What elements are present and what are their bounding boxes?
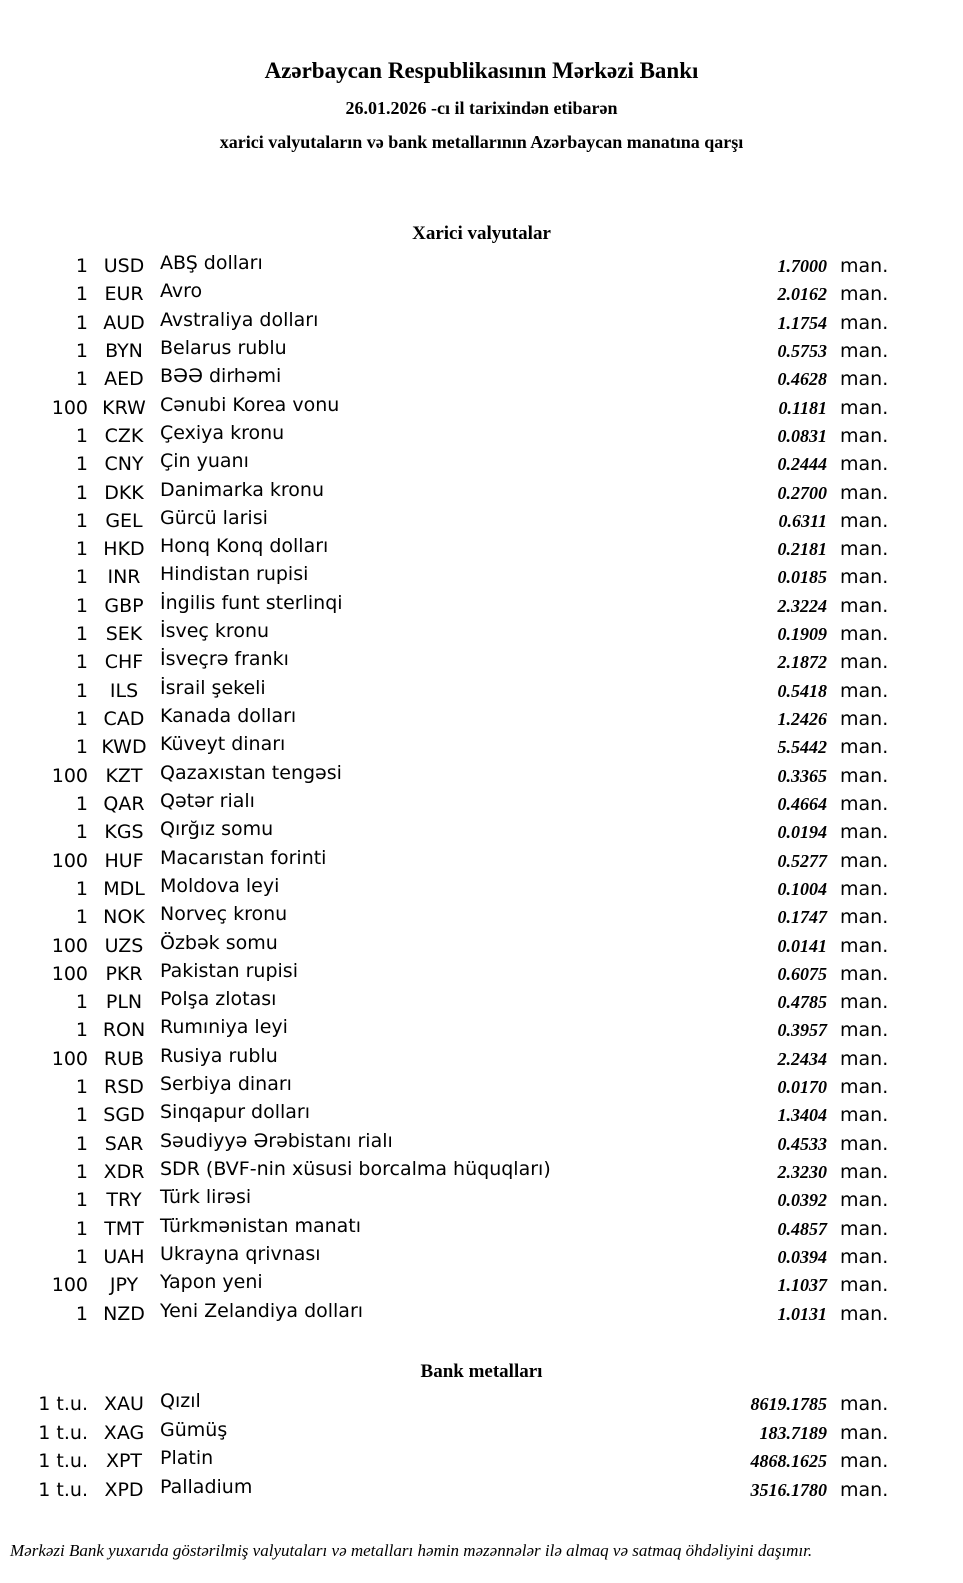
quantity: 1 [75, 1245, 88, 1268]
quantity: 1 [75, 623, 88, 646]
unit-label: man. [840, 1217, 889, 1240]
quantity: 1 [75, 877, 88, 900]
quantity: 100 [51, 849, 88, 872]
table-row [0, 535, 906, 563]
unit-label: man. [840, 764, 889, 787]
currency-name: Norveç kronu [160, 903, 288, 926]
unit-label: man. [840, 594, 889, 617]
exchange-rate: 0.4628 [777, 369, 827, 390]
currency-name: ABŞ dolları [160, 252, 263, 274]
exchange-rate: 1.1037 [777, 1275, 827, 1296]
currency-name: Palladium [160, 1476, 253, 1499]
quantity: 1 [75, 424, 88, 447]
quantity: 1 [75, 311, 88, 334]
currency-code: SEK [105, 623, 143, 646]
unit-label: man. [840, 736, 889, 759]
table-row [0, 280, 906, 308]
currency-name: SDR (BVF-nin xüsusi borcalma hüquqları) [160, 1158, 551, 1180]
quantity: 1 [75, 792, 88, 815]
currency-name: Çexiya kronu [160, 421, 285, 444]
currency-name: Gümüş [160, 1418, 228, 1441]
currency-code: SAR [104, 1132, 144, 1155]
table-row [0, 1271, 906, 1299]
table-row [0, 309, 906, 337]
currency-name: İsveçrə frankı [160, 648, 289, 671]
exchange-rate: 0.4857 [777, 1218, 827, 1239]
currency-code: KRW [102, 396, 146, 419]
exchange-rate: 0.4533 [777, 1133, 827, 1154]
exchange-rate: 0.1181 [778, 397, 827, 418]
currency-name: Türkmənistan manatı [160, 1214, 362, 1237]
exchange-rate: 0.2444 [777, 454, 827, 475]
table-row [0, 733, 906, 761]
quantity: 1 [75, 991, 88, 1014]
quantity: 1 t.u. [38, 1393, 88, 1415]
table-row [0, 1390, 906, 1419]
quantity: 1 [75, 1217, 88, 1240]
table-row [0, 875, 906, 903]
exchange-rate: 1.3404 [777, 1105, 827, 1126]
currency-code: PLN [105, 991, 143, 1014]
currency-code: ILS [109, 679, 139, 702]
unit-label: man. [840, 821, 889, 844]
currency-name: Qazaxıstan tengəsi [160, 761, 342, 784]
exchange-rate: 0.3365 [777, 765, 827, 786]
currency-code: XPT [105, 1450, 143, 1473]
unit-label: man. [840, 1450, 889, 1473]
quantity: 1 [75, 255, 88, 277]
quantity: 100 [51, 764, 88, 787]
quantity: 1 [75, 1302, 88, 1325]
exchange-rate: 0.5753 [777, 340, 827, 361]
quantity: 100 [51, 396, 88, 419]
exchange-rate: 0.4664 [777, 793, 827, 814]
currency-code: CZK [104, 424, 144, 447]
currency-code: AUD [103, 311, 145, 334]
unit-label: man. [840, 1421, 889, 1444]
currency-code: NZD [103, 1302, 145, 1325]
currency-code: XPD [104, 1479, 144, 1502]
currency-name: Çin yuanı [160, 450, 249, 473]
table-row [0, 1447, 906, 1476]
unit-label: man. [840, 311, 889, 334]
quantity: 1 [75, 1161, 88, 1183]
table-row [0, 818, 906, 846]
exchange-rate: 5.5442 [777, 737, 827, 758]
unit-label: man. [840, 651, 889, 674]
table-row [0, 677, 906, 705]
currency-code: XDR [103, 1161, 145, 1183]
unit-label: man. [840, 1302, 889, 1325]
metals-table [0, 1390, 906, 1505]
currency-code: CAD [103, 708, 145, 730]
currency-name: Cənubi Korea vonu [160, 393, 340, 416]
table-row [0, 337, 906, 365]
table-row [0, 1130, 906, 1158]
exchange-rate: 0.0392 [777, 1190, 827, 1211]
quantity: 1 [75, 1132, 88, 1155]
quantity: 1 [75, 1019, 88, 1042]
unit-label: man. [840, 1132, 889, 1155]
exchange-rate: 0.0831 [777, 425, 827, 446]
unit-label: man. [840, 1245, 889, 1268]
unit-label: man. [840, 283, 889, 306]
currency-name: Türk lirəsi [160, 1186, 252, 1209]
currency-name: Danimarka kronu [160, 478, 325, 501]
table-row [0, 932, 906, 960]
exchange-rate: 0.4785 [777, 992, 827, 1013]
currency-code: UZS [104, 934, 144, 957]
exchange-rate: 0.1004 [777, 878, 827, 899]
quantity: 100 [51, 934, 88, 957]
exchange-rate: 0.0394 [777, 1246, 827, 1267]
quantity: 1 [75, 1076, 88, 1099]
currency-name: Qətər rialı [160, 789, 255, 812]
quantity: 1 [75, 368, 88, 391]
exchange-rate: 0.0141 [777, 935, 827, 956]
quantity: 1 [75, 1104, 88, 1127]
currency-code: BYN [105, 339, 143, 362]
currency-name: İngilis funt sterlinqi [160, 591, 343, 614]
currency-code: KZT [105, 764, 143, 787]
unit-label: man. [840, 1047, 889, 1070]
currency-name: Platin [160, 1447, 214, 1470]
table-row [0, 252, 906, 280]
quantity: 1 [75, 509, 88, 532]
unit-label: man. [840, 1274, 889, 1297]
quantity: 1 [75, 708, 88, 730]
disclaimer-note: Mərkəzi Bank yuxarıda göstərilmiş valyutaları və metalları həmin məzənnələr ilə almaq və satmaq öhdəliyini daşımır. [10, 1541, 813, 1560]
unit-label: man. [840, 1189, 889, 1212]
exchange-rate: 2.3224 [777, 595, 827, 616]
quantity: 1 [75, 283, 88, 306]
quantity: 1 [75, 538, 88, 561]
currency-code: TRY [106, 1189, 142, 1212]
currency-code: MDL [103, 877, 145, 900]
currency-code: KGS [104, 821, 144, 844]
unit-label: man. [840, 453, 889, 476]
metals-section-title: Bank metalları [420, 1361, 543, 1382]
quantity: 1 [75, 339, 88, 362]
currency-code: AED [104, 368, 144, 391]
table-row [0, 705, 906, 733]
exchange-rate: 8619.1785 [750, 1394, 827, 1414]
table-row [0, 648, 906, 676]
table-row [0, 620, 906, 648]
quantity: 100 [51, 1047, 88, 1070]
exchange-rate: 0.3957 [777, 1020, 827, 1041]
currency-name: Qızıl [160, 1390, 201, 1412]
quantity: 1 [75, 566, 88, 589]
exchange-rate: 0.5277 [777, 850, 827, 871]
unit-label: man. [840, 708, 889, 730]
table-row [0, 790, 906, 818]
quantity: 1 [75, 906, 88, 929]
unit-label: man. [840, 1019, 889, 1042]
table-row [0, 1243, 906, 1271]
unit-label: man. [840, 481, 889, 504]
quantity: 1 [75, 481, 88, 504]
currency-name: İsrail şekeli [160, 676, 266, 699]
unit-label: man. [840, 396, 889, 419]
currency-code: PKR [105, 962, 143, 985]
table-row [0, 903, 906, 931]
currency-code: NOK [103, 906, 145, 929]
currency-name: Küveyt dinarı [160, 733, 286, 756]
currencies-table [0, 252, 906, 1328]
currency-code: CHF [104, 651, 144, 674]
unit-label: man. [840, 623, 889, 646]
exchange-rate: 3516.1780 [750, 1480, 827, 1501]
table-row [0, 507, 906, 535]
unit-label: man. [840, 849, 889, 872]
quantity: 1 [75, 1189, 88, 1212]
unit-label: man. [840, 934, 889, 957]
exchange-rate: 1.1754 [777, 312, 827, 333]
currency-name: Moldova leyi [160, 874, 280, 897]
table-row [0, 762, 906, 790]
currency-code: DKK [104, 481, 144, 504]
effective-date: 26.01.2026 -cı il tarixindən etibarən [345, 98, 618, 118]
currency-name: BƏƏ dirhəmi [160, 365, 282, 388]
table-row [0, 1476, 906, 1505]
table-row [0, 1073, 906, 1101]
quantity: 1 [75, 736, 88, 759]
table-row [0, 1215, 906, 1243]
quantity: 1 t.u. [38, 1479, 88, 1502]
unit-label: man. [840, 566, 889, 589]
quantity: 1 [75, 594, 88, 617]
unit-label: man. [840, 538, 889, 561]
table-row [0, 1045, 906, 1073]
exchange-rate: 0.2700 [777, 482, 827, 503]
currency-name: Polşa zlotası [160, 988, 277, 1011]
currency-code: JPY [109, 1274, 139, 1297]
exchange-rate: 0.6075 [777, 963, 827, 984]
currency-name: İsveç kronu [160, 620, 270, 643]
currencies-section-title: Xarici valyutalar [412, 223, 551, 244]
currency-name: Avstraliya dolları [160, 308, 319, 331]
currency-name: Honq Konq dolları [160, 535, 329, 558]
table-row [0, 479, 906, 507]
table-row [0, 450, 906, 478]
currency-code: HKD [103, 538, 145, 561]
unit-label: man. [840, 509, 889, 532]
table-row [0, 1300, 906, 1328]
exchange-rate: 1.0131 [777, 1303, 827, 1324]
unit-label: man. [840, 1104, 889, 1127]
currency-name: Kanada dolları [160, 705, 297, 727]
currency-code: SGD [103, 1104, 145, 1127]
currency-name: Rumıniya leyi [160, 1016, 288, 1039]
currency-code: HUF [104, 849, 144, 872]
currency-name: Yapon yeni [160, 1271, 263, 1294]
unit-label: man. [840, 368, 889, 391]
currency-name: Avro [160, 280, 203, 303]
currency-code: QAR [103, 792, 145, 815]
currency-code: KWD [101, 736, 147, 759]
table-row [0, 1101, 906, 1129]
exchange-rate: 0.0170 [777, 1077, 827, 1098]
quantity: 1 [75, 453, 88, 476]
table-row [0, 1186, 906, 1214]
currency-code: UAH [103, 1245, 145, 1268]
currency-name: Ukrayna qrivnası [160, 1242, 321, 1265]
currency-name: Sinqapur dolları [160, 1101, 311, 1124]
table-row [0, 1158, 906, 1186]
exchange-rate: 2.0162 [777, 284, 827, 305]
currency-code: RON [102, 1019, 146, 1042]
table-row [0, 988, 906, 1016]
table-row [0, 422, 906, 450]
unit-label: man. [840, 339, 889, 362]
table-row [0, 1419, 906, 1448]
exchange-rate: 0.0194 [777, 822, 827, 843]
unit-label: man. [840, 792, 889, 815]
exchange-rate: 1.7000 [777, 256, 827, 276]
unit-label: man. [840, 424, 889, 447]
currency-name: Pakistan rupisi [160, 959, 298, 982]
exchange-rate: 2.3230 [777, 1162, 827, 1182]
table-row [0, 563, 906, 591]
quantity: 1 [75, 651, 88, 674]
exchange-rate: 0.1909 [777, 624, 827, 645]
page-subtitle: xarici valyutaların və bank metallarının Azərbaycan manatına qarşı [219, 132, 744, 152]
currency-code: USD [103, 255, 145, 277]
exchange-rate: 2.1872 [777, 652, 827, 673]
currency-name: Serbiya dinarı [160, 1073, 292, 1096]
table-row [0, 394, 906, 422]
table-row [0, 847, 906, 875]
unit-label: man. [840, 679, 889, 702]
currency-name: Belarus rublu [160, 336, 287, 359]
exchange-rate: 0.6311 [778, 510, 827, 531]
unit-label: man. [840, 1479, 889, 1502]
currency-code: EUR [104, 283, 144, 306]
currency-code: INR [107, 566, 141, 589]
exchange-rate: 0.5418 [777, 680, 827, 701]
quantity: 1 [75, 821, 88, 844]
currency-code: TMT [104, 1217, 144, 1240]
quantity: 100 [51, 1274, 88, 1297]
currency-name: Səudiyyə Ərəbistanı rialı [160, 1129, 393, 1152]
currency-name: Hindistan rupisi [160, 563, 309, 586]
unit-label: man. [840, 1161, 889, 1183]
currency-name: Özbək somu [160, 931, 278, 954]
currency-code: CNY [104, 453, 144, 476]
exchange-rate: 0.1747 [777, 907, 827, 928]
currency-code: XAU [104, 1393, 144, 1415]
quantity: 1 t.u. [38, 1450, 88, 1473]
currency-code: GBP [104, 594, 144, 617]
quantity: 1 t.u. [38, 1421, 88, 1444]
exchange-rate: 2.2434 [777, 1048, 827, 1069]
unit-label: man. [840, 877, 889, 900]
exchange-rate: 4868.1625 [750, 1451, 827, 1472]
currency-name: Qırğız somu [160, 818, 274, 841]
unit-label: man. [840, 906, 889, 929]
unit-label: man. [840, 991, 889, 1014]
page-title: Azərbaycan Respublikasının Mərkəzi Bankı [264, 58, 699, 83]
currency-name: Macarıstan forinti [160, 846, 327, 869]
currency-code: XAG [103, 1421, 145, 1444]
unit-label: man. [840, 962, 889, 985]
table-row [0, 365, 906, 393]
exchange-rate: 183.7189 [759, 1422, 827, 1443]
unit-label: man. [840, 1393, 889, 1415]
quantity: 100 [51, 962, 88, 985]
currency-name: Yeni Zelandiya dolları [160, 1299, 364, 1322]
exchange-rate: 0.2181 [777, 539, 827, 560]
currency-name: Rusiya rublu [160, 1044, 278, 1067]
exchange-rate: 1.2426 [777, 709, 827, 729]
exchange-rate: 0.0185 [777, 567, 827, 588]
currency-name: Gürcü larisi [160, 506, 268, 529]
unit-label: man. [840, 1076, 889, 1099]
unit-label: man. [840, 255, 889, 277]
table-row [0, 960, 906, 988]
table-row [0, 592, 906, 620]
quantity: 1 [75, 679, 88, 702]
currency-code: GEL [105, 509, 143, 532]
table-row [0, 1016, 906, 1044]
currency-code: RSD [104, 1076, 144, 1099]
currency-code: RUB [103, 1047, 145, 1070]
